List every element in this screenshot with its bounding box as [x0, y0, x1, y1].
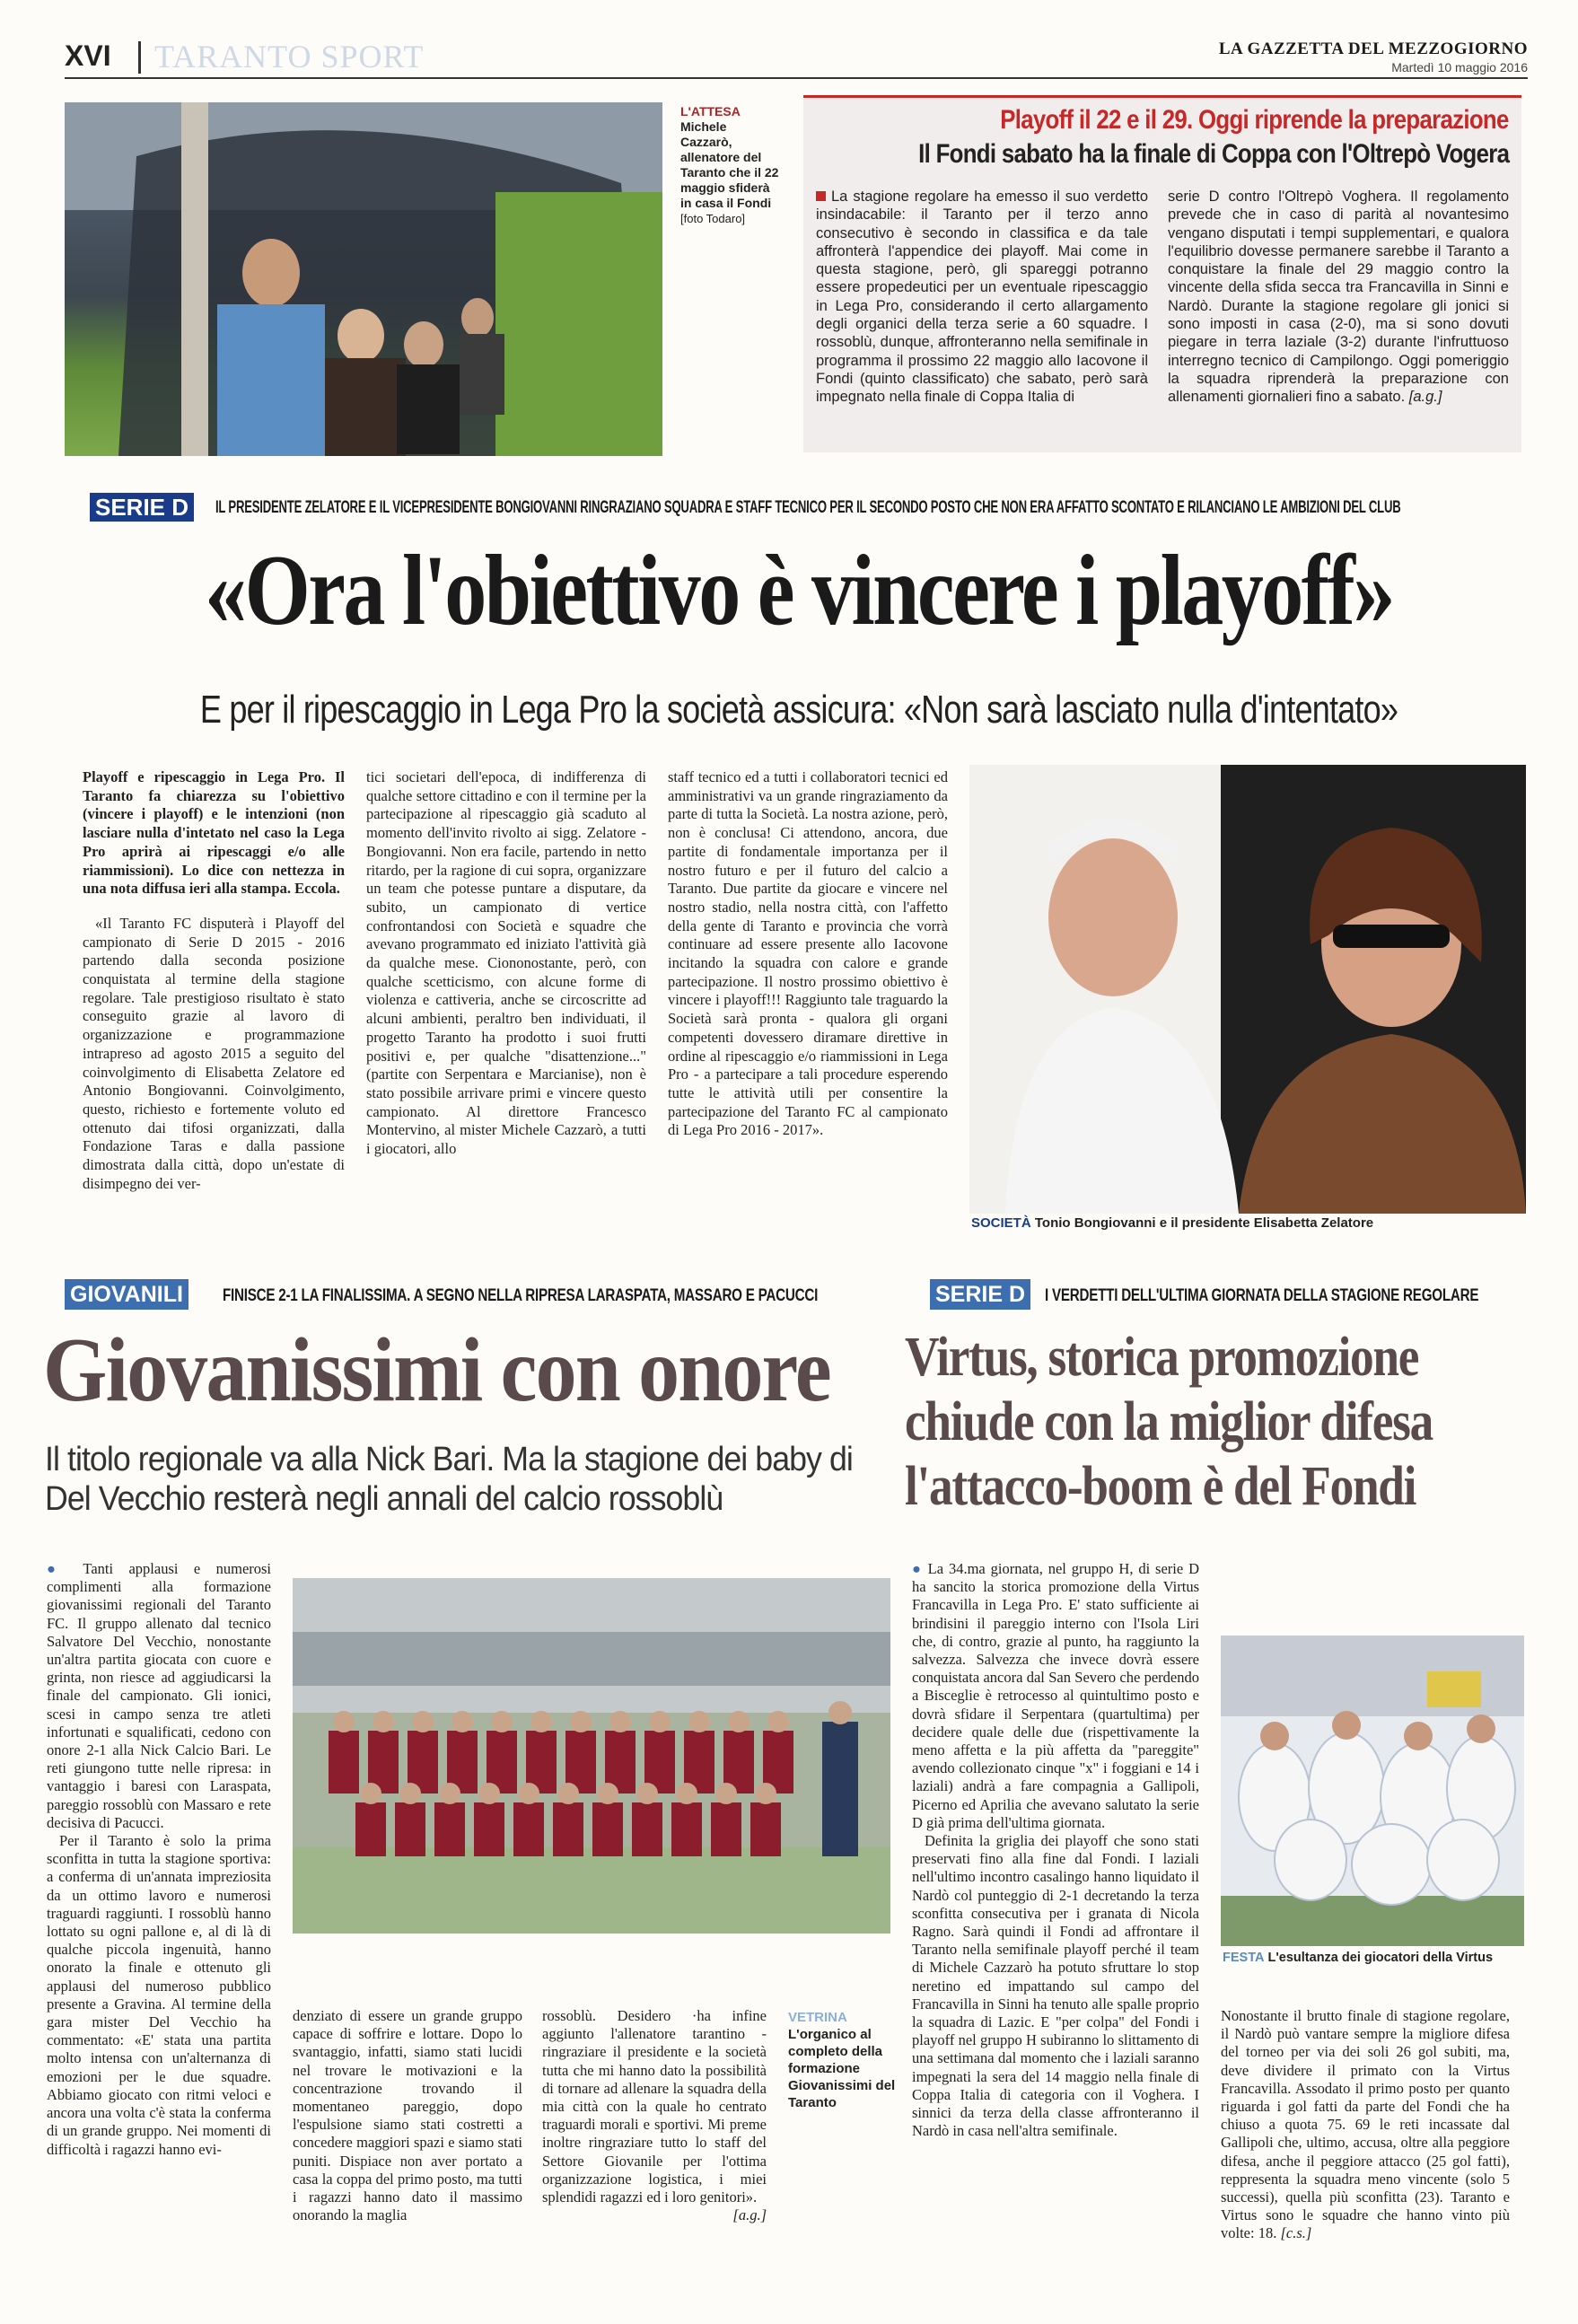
section-title: TARANTO SPORT — [154, 39, 425, 75]
virtus-headline-line-2: chiude con la miglior difesa — [905, 1391, 1433, 1452]
virtus-col2-text: Nonostante il brutto finale di stagione regolare, il Nardò può vantare sempre la migliore difesa del torneo per via dei soli 26 gol subiti, ma, deve dividere il primato con la Virtus Francavilla. Assodato il primo posto per quanto riguarda i gol fatti da parte del Fondi che ha chiuso a quota 75. 69 le reti incassate dal Gallipoli che, ultimo, accusa, oltre alla peggiore difesa, anche il peggiore attacco (25 gol fatti), reppresenta la squadra meno vincente (solo 5 successi), quella più sconfitta (23). Taranto e Virtus sono le squadre che hanno vinto più volte: 18. — [1221, 2007, 1510, 2242]
virtus-kicker: I VERDETTI DELL'ULTIMA GIORNATA DELLA STAGIONE REGOLARE — [1045, 1286, 1479, 1305]
giovanili-column-1 — [47, 1560, 271, 2280]
virtus-caption-label: FESTA — [1223, 1951, 1265, 1965]
giovanili-col1b-text: Per il Taranto è solo la prima sconfitta in tutta la stagione sportiva: a conferma di un'annata impreziosita da un ottimo lavoro e numerosi traguardi raggiunti. I rossoblù hanno lottato su ogni pallone e, al di là di qualche piccola ingenuità, hanno onorato la finale e ottenuto gli applausi del numeroso pubblico presente a Gravina. Al termine della gara mister Del Vecchio ha commentato: «E' stata una partita molto intensa con un'alternanza di emozioni per le due squadre. Abbiamo giocato con ritmi veloci e ancora una volta c'è stata la conferma di un grande gruppo. Nei momenti di difficoltà i ragazzi hanno evi- — [47, 1832, 271, 2158]
celebration-illustration — [1221, 1636, 1524, 1946]
giovanili-column-2 — [293, 2007, 522, 2280]
virtus-kicker-row — [930, 1279, 1528, 1311]
main-lead: Playoff e ripescaggio in Lega Pro. Il Taranto fa chiarezza su l'obiettivo (vincere i playoff) e le intenzioni (non lasciare nulla d'intetato nel caso la Lega Pro aprirà ai ripescaggi e/o alle riammissioni). Lo dice con nettezza in una nota diffusa ieri alla stampa. Eccola. — [83, 768, 345, 898]
box-title-2: Il Fondi sabato ha la finale di Coppa con l'Oltrepò Vogera — [917, 139, 1509, 169]
giovanili-caption-label: VETRINA — [788, 2010, 847, 2025]
section-badge-serie-d: SERIE D — [90, 493, 194, 522]
giovanili-signature: [a.g.] — [732, 2206, 767, 2224]
giovanili-subheadline: Il titolo regionale va alla Nick Bari. Ma la stagione dei baby di Del Vecchio resterà negli annali del calcio rossoblù — [45, 1441, 853, 1518]
giovanili-column-3 — [542, 2007, 767, 2280]
virtus-col1-text: La 34.ma giornata, nel gruppo H, di serie D ha sancito la storica promozione della Virtus Francavilla in Lega Pro. E' stato sufficiente ai brindisini il pareggio interno con l'Isola Liri che, di contro, grazie al punto, ha raggiunto la salvezza. Salvezza che invece dovrà essere conquistata ancora dal San Severo che perdendo a Bisceglie è retrocesso al quintultimo posto e dovrà sfidare il Serpentara (quartultima) per decidere quale delle due (rispettivamente la meno affetta e la più affetta da "pareggite" avendo collezionato cinque "x" i foggiani e 14 i laziali) andrà a fare compagnia a Gallipoli, Picerno ed Aprilia che avevano salutato la serie D già prima dell'ultima giornata. — [912, 1560, 1199, 1831]
main-col3-text: staff tecnico ed a tutti i collaboratori tecnici ed amministrativi va un grande ringraziamento da parte di tutta la Società. La nostra azione, però, non è conclusa! Ci attendono, ancora, due partite di fondamentale importanza per il nostro futuro e per il futuro del calcio a Taranto. Due partite da giocare e vincere nel nostro stadio, nella nostra città, con l'affetto della gente di Taranto e provincia che vorrà continuare ad essere presente allo Iacovone incitando la squadra con calore e grande partecipazione. Il nostro prossimo obiettivo è vincere i playoff!!! Raggiunto tale traguardo la Società sarà pronta - qualora gli organi competenti dovessero diramare direttive in ordine al ripescaggio e/o riammissioni in Lega Pro - a partecipare a tali procedure esperendo tutte le attività utili per consentire la partecipazione del Taranto FC al campionato di Lega Pro 2016 - 2017». — [668, 768, 948, 1139]
virtus-bullet: ● — [912, 1560, 923, 1577]
bench-illustration — [65, 102, 662, 456]
giovanili-bullet: ● — [47, 1560, 68, 1577]
owners-illustration — [969, 765, 1526, 1214]
giovanili-kicker: FINISCE 2-1 LA FINALISSIMA. A SEGNO NELLA RIPRESA LARASPATA, MASSARO E PACUCCI — [223, 1286, 819, 1305]
main-column-1 — [83, 768, 345, 1237]
giovanili-col1-text: Tanti applausi e numerosi complimenti alla formazione giovanissimi regionali del Taranto FC. Il gruppo allenato dal tecnico Salvatore Del Vecchio, nonostante un'altra partita giocata con cuore e grinta, non riesce ad aggiudicarsi la finale del campionato. Gli ionici, scesi in campo senza tre atleti infortunati e squalificati, cedono con onore 2-1 alla Nick Calcio Bari. Le reti giungono tutte nelle ripresa: in vantaggio i baresi con Laraspata, pareggio rossoblù con Massaro e rete decisiva di Pacucci. — [47, 1560, 271, 1831]
virtus-headline — [905, 1325, 1533, 1519]
page-header — [65, 38, 1528, 79]
virtus-headline-line-3: l'attacco-boom è del Fondi — [905, 1456, 1416, 1517]
newspaper-name: LA GAZZETTA DEL MEZZOGIORNO — [1218, 39, 1528, 58]
main-col1-text: «Il Taranto FC disputerà i Playoff del campionato di Serie D 2015 - 2016 partendo dalla seconda posizione conquistata al termine della stagione regolare. Tale prestigioso risultato è stato conseguito grazie al lavoro di organizzazione e programmazione intrapreso ad agosto 2015 a seguito del coinvolgimento di Elisabetta Zelatore ed Antonio Bongiovanni. Coinvolgimento, questo, richiesto e fortemente voluto ed ottenuto dai tifosi organizzati, dalla Fondazione Taras e dalla passione dimostrata dalla città, dopo un'estate di disimpegno dei ver- — [83, 914, 345, 1192]
giovanili-headline: Giovanissimi con onore — [43, 1320, 830, 1421]
playoff-box — [803, 95, 1521, 452]
main-photo-owners — [969, 765, 1526, 1214]
virtus-column-2 — [1221, 2007, 1510, 2276]
section-badge-serie-d-2: SERIE D — [930, 1279, 1030, 1310]
virtus-celebration-photo — [1221, 1636, 1524, 1946]
giovanili-kicker-row — [65, 1279, 890, 1311]
photo-caption-text: Tonio Bongiovanni e il presidente Elisabetta Zelatore — [1034, 1215, 1374, 1231]
photo-caption-label: SOCIETÀ — [971, 1215, 1031, 1231]
top-photo-caption — [680, 104, 779, 226]
box-signature: [a.g.] — [1408, 389, 1442, 406]
giovanili-col3-text: rossoblù. Desidero ·ha infine aggiunto l'allenatore tarantino - ringraziare il presidente e la società tutta che mi hanno dato la possibilità di tornare ad allenare la squadra della mia città con la quale ho centrato traguardi morali e sportivi. Mi preme inoltre ringraziare tutto lo staff del Settore Giovanile per l'ottima organizzazione logistica, i miei splendidi ragazzi ed i loro genitori». — [542, 2007, 767, 2206]
main-kicker-row — [90, 493, 1526, 523]
main-headline: «Ora l'obiettivo è vincere i playoff» — [205, 535, 1393, 646]
top-photo-bench — [65, 102, 662, 456]
giovanili-team-photo — [293, 1578, 890, 1934]
box-bullet — [816, 191, 826, 201]
virtus-col1b-text: Definita la griglia dei playoff che sono stati preservati fino alla fine dal Fondi. I laziali nell'ultimo incontro casalingo hanno liquidato il Nardò col punteggio di 2-1 decretando la terza sconfitta consecutiva per i granata di Nicola Ragno. Sarà quindi il Fondi ad affrontare il Taranto nella semifinale playoff perché il team di Michele Cazzarò ha potuto sfruttare lo stop neretino ed impattando sul campo del Francavilla in Sinni ha tenuto alle spalle proprio la squadra di Lazic. E "per colpa" del Fondi i playoff nel gruppo H subiranno lo slittamento di una settimana dal momento che i laziali saranno impegnati la sera del 14 maggio nella finale di Coppa Italia di categoria con il Voghera. I sinnici da terza della classe affronteranno il Nardò in casa nell'altra semifinale. — [912, 1832, 1199, 2140]
main-kicker: IL PRESIDENTE ZELATORE E IL VICEPRESIDENTE BONGIOVANNI RINGRAZIANO SQUADRA E STAFF TECNICO PER IL SECONDO POSTO CHE NON ERA AFFATTO SCONTATO E RILANCIANO LE AMBIZIONI DEL CLUB — [215, 498, 1401, 517]
main-col2-text: tici societari dell'epoca, di indifferenza di qualche settore cittadino e con il termine per la partecipazione al ripescaggio già scaduto al momento dell'invito rivolto ai sigg. Zelatore - Bongiovanni. Non era facile, partendo in netto ritardo, per la ragione di cui sopra, organizzare un team che potesse puntare a disputare, da subito, un campionato di vertice confrontandosi con Società e squadre che avevano programmato ed iniziato l'attività già da qualche mese. Ciononostante, però, con qualche scetticismo, con alcune forme di violenza e cattiveria, anche se circoscritte ad alcuni ambienti, peraltro ben individuati, il progetto Taranto ha prodotto i suoi frutti positivi e, per qualche "disattenzione..." (partite con Serpentara e Marcianise), non è stato possibile arrivare primi e vincere questo campionato. Al direttore Francesco Montervino, al mister Michele Cazzarò, a tutti i giocatori, allo — [366, 768, 646, 1158]
team-illustration — [293, 1578, 890, 1934]
main-photo-caption — [971, 1215, 1528, 1232]
virtus-photo-caption — [1223, 1950, 1526, 1966]
main-column-2 — [366, 768, 646, 1237]
header-divider — [138, 41, 141, 74]
main-column-3 — [668, 768, 948, 1237]
caption-label: L'ATTESA — [680, 104, 741, 118]
giovanili-col2-text: denziato di essere un grande gruppo capace di soffrire e lottare. Dopo lo svantaggio, infatti, siamo stati lucidi nel trovare le motivazioni e la concentrazione trovando il momentaneo pareggio, dopo l'espulsione siamo stati costretti a concedere maggiori spazi e siamo stati puniti. Dispiace non aver portato a casa la coppa del primo posto, ma tutti i ragazzi hanno dato il massimo onorando la maglia — [293, 2007, 522, 2224]
box-column-2 — [1168, 188, 1509, 450]
virtus-column-1 — [912, 1560, 1199, 2271]
page-number: XVI — [65, 39, 111, 72]
giovanili-photo-caption — [788, 2009, 896, 2111]
main-subheadline: E per il ripescaggio in Lega Pro la società assicura: «Non sarà lasciato nulla d'intentato» — [199, 688, 1398, 732]
issue-date: Martedì 10 maggio 2016 — [1391, 60, 1528, 75]
box-col2-text: serie D contro l'Oltrepò Voghera. Il regolamento prevede che in caso di parità al novantesimo vengano disputati i tempi supplementari, e qualora l'equilibrio dovesse permanere sarebbe il Taranto a conquistare la finale del 29 maggio contro la vincente della sfida secca tra Francavilla in Sinni e Nardò. Durante la stagione regolare gli jonici si sono imposti in casa (2-0), ma si sono dovuti piegare in terra laziale (3-2) durante l'infruttuoso interregno tecnico di Campilongo. Oggi pomeriggio la squadra riprenderà la preparazione con allenamenti giornalieri fino a sabato. — [1168, 189, 1509, 406]
caption-credit: [foto Todaro] — [680, 212, 746, 225]
section-badge-giovanili: GIOVANILI — [65, 1279, 188, 1310]
box-col1-text: La stagione regolare ha emesso il suo verdetto insindacabile: il Taranto per il terzo anno consecutivo è secondo in classifica e da tale affronterà l'appendice dei playoff. Mai come in questa stagione, però, gli spareggi potranno essere propedeutici per un eventuale ripescaggio in Lega Pro, considerando il certo allargamento degli organici della terza serie a 60 squadre. I rossoblù, dunque, affronteranno nella semifinale in programma il prossimo 22 maggio allo Iacovone il Fondi (quinto classificato) che sabato, però sarà impegnato nella finale di Coppa Italia di — [816, 189, 1148, 406]
caption-text: Michele Cazzarò, allenatore del Taranto che il 22 maggio sfiderà in casa il Fondi — [680, 119, 779, 210]
box-column-1 — [816, 188, 1148, 448]
virtus-caption-text: L'esultanza dei giocatori della Virtus — [1267, 1951, 1494, 1965]
virtus-headline-line-1: Virtus, storica promozione — [905, 1327, 1419, 1388]
virtus-signature: [c.s.] — [1280, 2224, 1312, 2242]
giovanili-caption-text: L'organico al completo della formazione Giovanissimi del Taranto — [788, 2027, 896, 2110]
box-title-1: Playoff il 22 e il 29. Oggi riprende la preparazione — [1000, 105, 1509, 135]
